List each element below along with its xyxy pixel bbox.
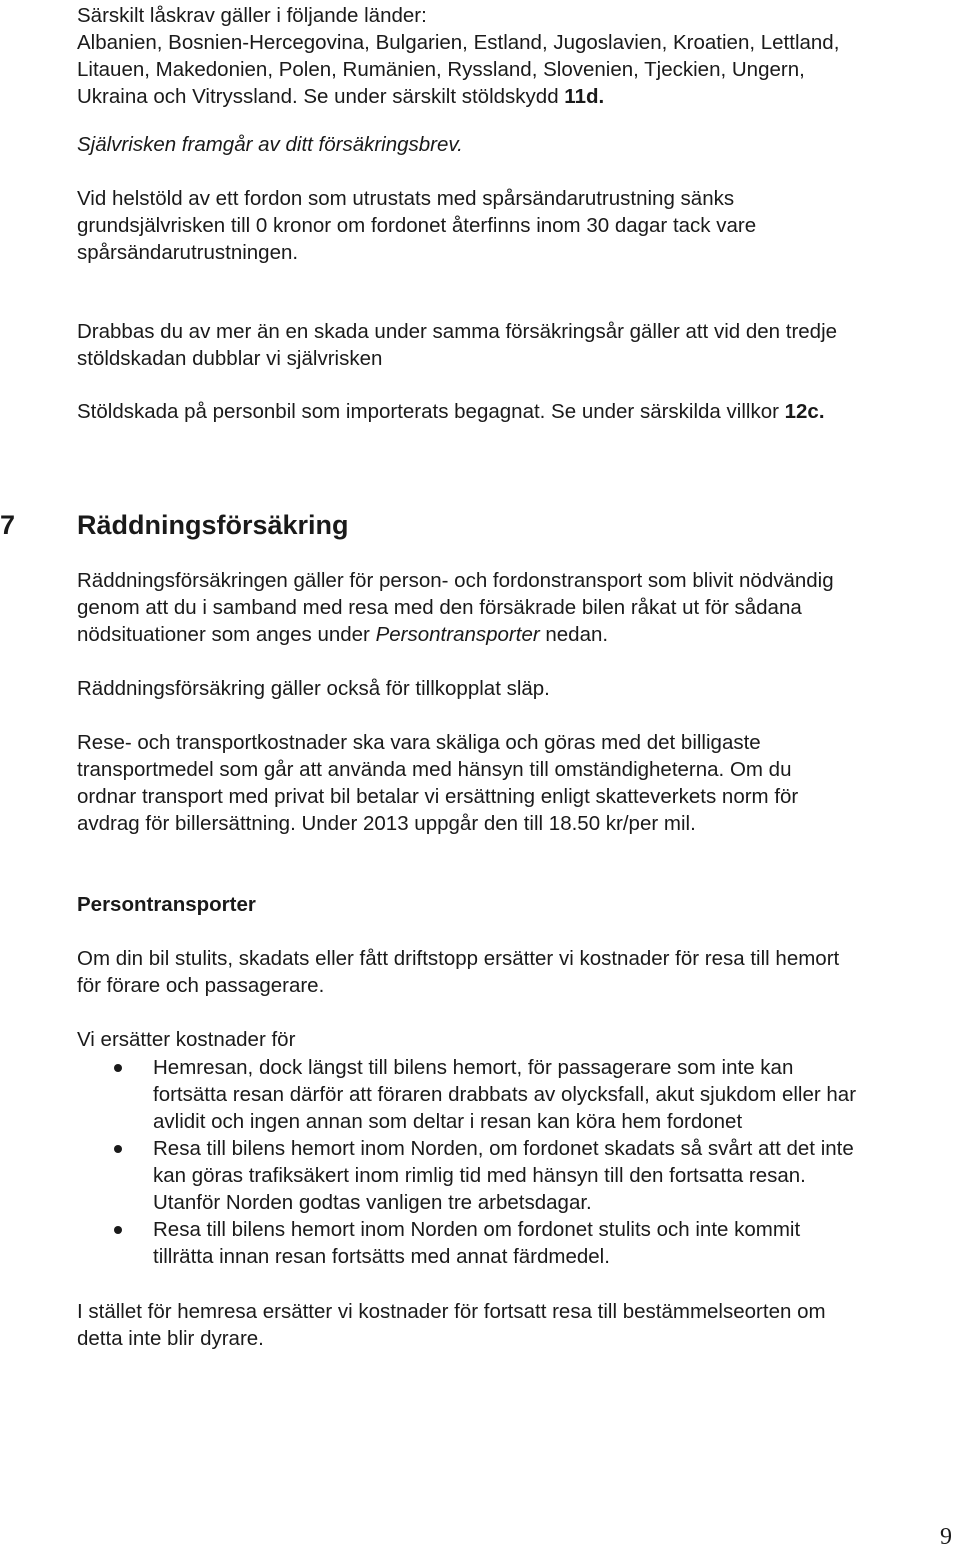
bullet-icon <box>114 1226 122 1234</box>
text-segment: nedan. <box>539 623 609 646</box>
text-line: Särskilt låskrav gäller i följande länder: <box>77 4 427 27</box>
text-line: Räddningsförsäkringen gäller för person- och fordonstransport som blivit nödvändig <box>77 569 834 592</box>
text-segment: Ukraina och Vitryssland. Se under särskilt stöldskydd <box>77 85 565 108</box>
section-reference: 11d. <box>564 85 605 108</box>
list-item <box>77 1216 947 1270</box>
paragraph-transport-costs <box>77 729 947 837</box>
text-line: grundsjälvrisken till 0 kronor om fordonet återfinns inom 30 dagar tack vare <box>77 214 757 237</box>
bullet-list <box>77 1054 947 1270</box>
bullet-icon <box>114 1145 122 1153</box>
text-line: avlidit och ingen annan som deltar i resan kan köra hem fordonet <box>153 1110 743 1133</box>
text-line: genom att du i samband med resa med den försäkrade bilen råkat ut för sådana <box>77 596 802 619</box>
text-line <box>77 83 947 110</box>
text-line: Resa till bilens hemort inom Norden, om fordonet skadats så svårt att det inte <box>153 1137 854 1160</box>
text-line: Albanien, Bosnien-Hercegovina, Bulgarien, Estland, Jugoslavien, Kroatien, Lettland, <box>77 31 840 54</box>
text-line: Rese- och transportkostnader ska vara skäliga och göras med det billigaste <box>77 731 761 754</box>
section-reference: 12c. <box>784 400 825 423</box>
text-segment: nödsituationer som anges under <box>77 623 376 646</box>
text-line: ordnar transport med privat bil betalar vi ersättning enligt skatteverkets norm för <box>77 785 799 808</box>
paragraph-deductible-note: Självrisken framgår av ditt försäkringsbrev. <box>77 133 463 156</box>
text-line: transportmedel som går att använda med hänsyn till omständigheterna. Om du <box>77 758 792 781</box>
text-line: för förare och passagerare. <box>77 974 325 997</box>
text-line: kan göras trafiksäkert inom rimlig tid med hänsyn till den fortsatta resan. <box>153 1164 806 1187</box>
section-title: Räddningsförsäkring <box>77 510 349 540</box>
text-line: I stället för hemresa ersätter vi kostnader för fortsatt resa till bestämmelseorten om <box>77 1300 826 1323</box>
text-line: avdrag för billersättning. Under 2013 uppgår den till 18.50 kr/per mil. <box>77 812 696 835</box>
paragraph-lock-requirements <box>77 2 947 110</box>
paragraph-tracker <box>77 185 947 266</box>
paragraph-repeated-damage <box>77 318 947 372</box>
text-line <box>77 621 947 648</box>
text-line: stöldskadan dubblar vi självrisken <box>77 347 383 370</box>
text-line: Vid helstöld av ett fordon som utrustats med spårsändarutrustning sänks <box>77 187 735 210</box>
text-line: fortsätta resan därför att föraren drabbats av olycksfall, akut sjukdom eller har <box>153 1083 857 1106</box>
paragraph-we-compensate: Vi ersätter kostnader för <box>77 1028 296 1051</box>
text-segment: Stöldskada på personbil som importerats begagnat. Se under särskilda villkor <box>77 400 785 423</box>
paragraph-rescue-coverage <box>77 567 947 648</box>
text-line: detta inte blir dyrare. <box>77 1327 264 1350</box>
subheading-persontransporter: Persontransporter <box>77 893 256 916</box>
text-line: Litauen, Makedonien, Polen, Rumänien, Ryssland, Slovenien, Tjeckien, Ungern, <box>77 58 805 81</box>
text-line: Resa till bilens hemort inom Norden om fordonet stulits och inte kommit <box>153 1218 801 1241</box>
paragraph-continued-travel <box>77 1298 947 1352</box>
italic-reference: Persontransporter <box>375 623 540 646</box>
paragraph-imported-car <box>77 398 947 425</box>
text-line: tillrätta innan resan fortsätts med annat färdmedel. <box>153 1245 610 1268</box>
paragraph-trailer: Räddningsförsäkring gäller också för tillkopplat släp. <box>77 677 550 700</box>
text-line: Drabbas du av mer än en skada under samma försäkringsår gäller att vid den tredje <box>77 320 838 343</box>
paragraph-stolen-car <box>77 945 947 999</box>
text-line: Om din bil stulits, skadats eller fått driftstopp ersätter vi kostnader för resa till hemort <box>77 947 840 970</box>
text-line: Utanför Norden godtas vanligen tre arbetsdagar. <box>153 1191 592 1214</box>
list-item <box>77 1054 947 1135</box>
text-line: Hemresan, dock längst till bilens hemort, för passagerare som inte kan <box>153 1056 794 1079</box>
list-item <box>77 1135 947 1216</box>
section-number: 7 <box>0 510 16 540</box>
page-number: 9 <box>940 1524 952 1550</box>
bullet-icon <box>114 1064 122 1072</box>
text-line: spårsändarutrustningen. <box>77 241 299 264</box>
